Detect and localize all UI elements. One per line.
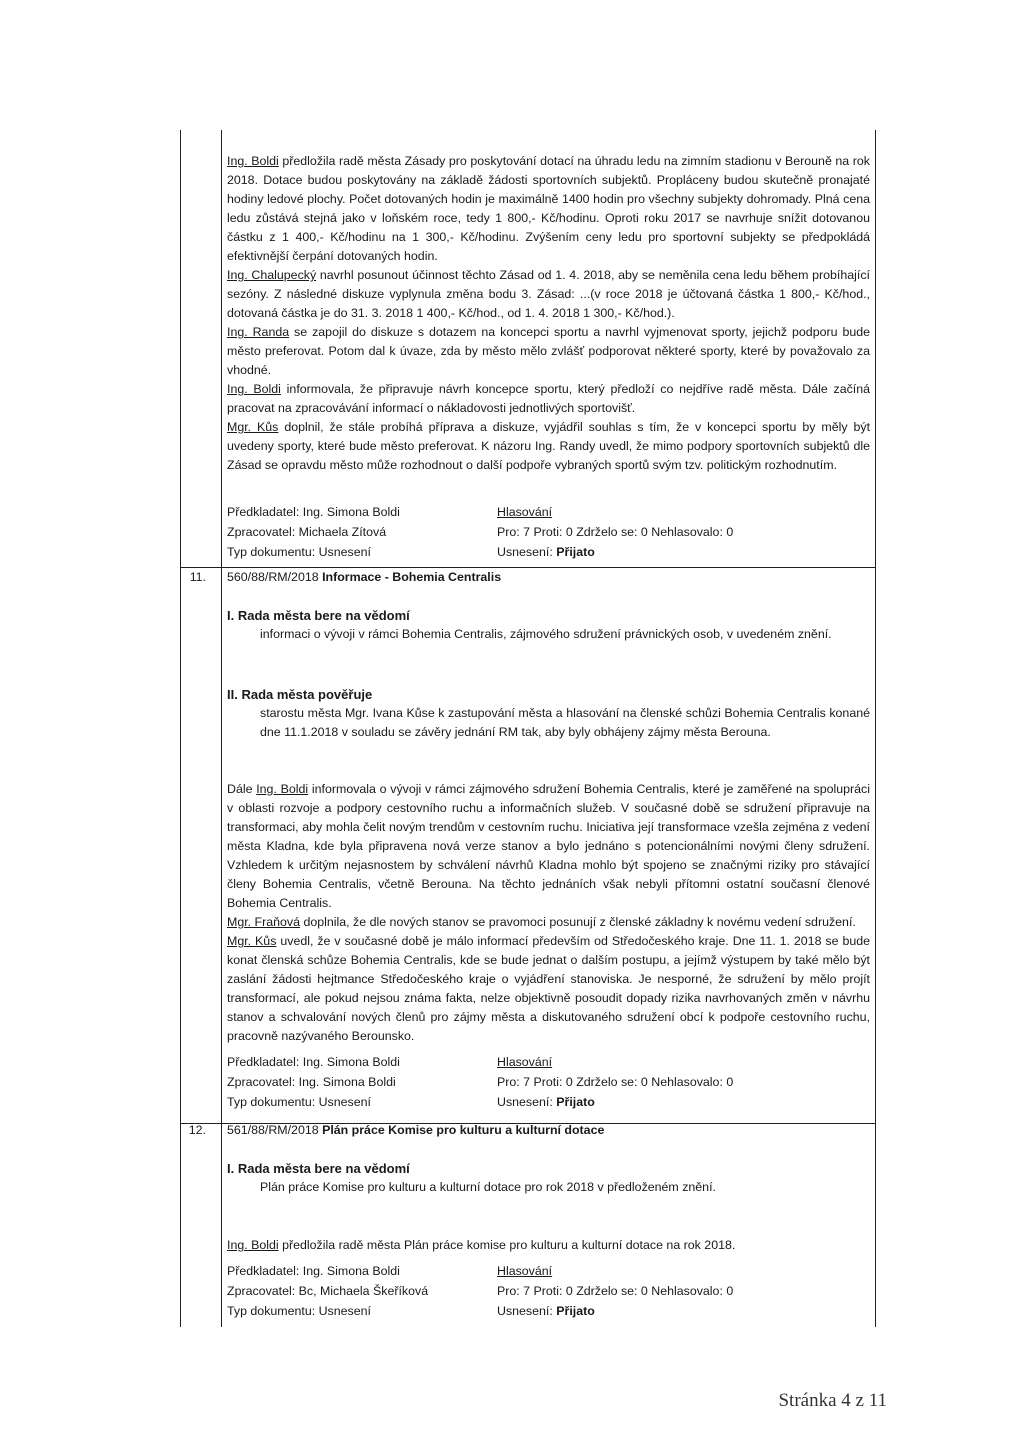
item10-paragraph-2 [227,266,870,323]
speaker-name: Ing. Boldi [227,154,279,168]
item12-number: 12. [188,1123,206,1137]
resolution-heading: I. Rada města bere na vědomí [227,608,410,623]
paragraph-text: předložila radě města Plán práce komise pro kulturu a kulturní dotace na rok 2018. [278,1238,736,1252]
item11-resolution-1 [227,606,870,644]
zpracovatel: Zpracovatel: Michaela Zítová [227,525,387,539]
resolution-label: Usnesení: [497,1304,557,1318]
speaker-name: Ing. Boldi [227,382,281,396]
resolution-code: 560/88/RM/2018 [227,570,323,584]
table-right-border [875,130,876,1327]
item10-paragraph-5 [227,418,870,475]
item11-title-line [227,568,501,587]
resolution-status [497,1092,787,1112]
resolution-value: Přijato [556,1304,595,1318]
item10-paragraph-1 [227,152,870,266]
paragraph-text: informovala o vývoji v rámci zájmového sdružení Bohemia Centralis, které je zaměřené na spolupráci v oblasti rozvoje a podpory cestovního ruchu a informačních služeb. V současné době se sdružení připravuje na transformaci, aby mohla čelit novým trendům v cestovním ruchu. Iniciativa její transformace vzešla zejména z vedení města Kladna, kde byla připravena nová verze stanov a bylo jednáno s potencionálními novými členy sdružení. Vzhledem k určitým nejasnostem by schválení návrhů Kladna mohlo být spojeno se značnými riziky pro stávající členy Bohemia Centralis, včetně Berouna. Na těchto jednáních však nebyli přítomni ostatní současní členové Bohemia Centralis. [227,782,870,910]
resolution-heading: I. Rada města bere na vědomí [227,1161,410,1176]
paragraph-text: předložila radě města Zásady pro poskytování dotací na úhradu ledu na zimním stadionu v Berouně na rok 2018. Dotace budou poskytovány na základě žádosti sportovních subjektů. Propláceny budou skutečně pronajaté hodiny ledové plochy. Počet dotovaných hodin je maximálně 1400 hodin pro všechny subjekty dohromady. Plná cena ledu zůstává stejná jako v loňském roce, tedy 1 800,- Kč/hodinu. Oproti roku 2017 se navrhuje snížit dotovanou částku z 1 400,- Kč/hodinu na 1 300,- Kč/hodinu. Zvýšením ceny ledu pro sportovní subjekty se předpokládá efektivnější čerpání dotovaných hodin. [227,154,870,263]
table-left-border [180,130,181,1327]
item10-paragraph-4 [227,380,870,418]
item12-discussion [227,1236,870,1255]
hlasovani-heading: Hlasování [497,505,553,519]
item10-metadata [227,502,787,562]
paragraph-text: navrhl posunout účinnost těchto Zásad od 1. 4. 2018, aby se neměnila cena ledu během probíhající sezóny. Z následné diskuze vyplynula změna bodu 3. Zásad: ...(v roce 2018 je účtovaná částka 1 800,- Kč/hod., dotovaná částka je do 31. 3. 2018 1 400,- Kč/hod., od 1. 4. 2018 1 300,- Kč/hod.). [227,268,870,320]
paragraph-text: informovala, že připravuje návrh koncepce sportu, který předloží co nejdříve radě města. Dále začíná pracovat na zpracovávání informací o nákladovosti jednotlivých sportovišť. [227,382,870,415]
paragraph-text: doplnil, že stále probíhá příprava a diskuze, vyjádřil souhlas s tím, že v koncepci sportu by měly být uvedeny sporty, které bude město preferovat. K názoru Ing. Randy uvedl, že mimo podpory sportovních subjektů dle Zásad se opravdu město může rozhodnout o další podpoře vybraných sportů svým tzv. politickým rozhodnutím. [227,420,871,472]
zpracovatel: Zpracovatel: Ing. Simona Boldi [227,1075,396,1089]
speaker-name: Mgr. Fraňová [227,915,300,929]
item10-paragraph-3 [227,323,870,380]
speaker-name: Mgr. Kůs [227,420,279,434]
predkladatel: Předkladatel: Ing. Simona Boldi [227,1264,400,1278]
speaker-name: Ing. Boldi [256,782,309,796]
document-type: Typ dokumentu: Usnesení [227,1095,371,1109]
resolution-label: Usnesení: [497,545,557,559]
paragraph-text: doplnila, že dle nových stanov se pravomoci posunují z členské základny k novému vedení sdružení. [300,915,856,929]
predkladatel: Předkladatel: Ing. Simona Boldi [227,505,400,519]
resolution-text: Plán práce Komise pro kulturu a kulturní dotace pro rok 2018 v předloženém znění. [260,1180,716,1194]
hlasovani-heading: Hlasování [497,1055,553,1069]
predkladatel: Předkladatel: Ing. Simona Boldi [227,1055,400,1069]
document-type: Typ dokumentu: Usnesení [227,1304,371,1318]
item12-title-line [227,1121,604,1140]
speaker-name: Ing. Chalupecký [227,268,317,282]
zpracovatel: Zpracovatel: Bc, Michaela Škeříková [227,1284,429,1298]
item11-paragraph-3 [227,932,870,1046]
resolution-status [497,542,787,562]
item-title: Plán práce Komise pro kulturu a kulturní dotace [322,1123,605,1137]
item11-paragraph-2 [227,913,870,932]
item11-number: 11. [189,570,206,584]
paragraph-prefix: Dále [227,782,257,796]
vote-result: Pro: 7 Proti: 0 Zdrželo se: 0 Nehlasovalo: 0 [497,525,734,539]
resolution-value: Přijato [556,1095,595,1109]
item11-paragraph-1 [227,780,870,913]
vote-result: Pro: 7 Proti: 0 Zdrželo se: 0 Nehlasovalo: 0 [497,1284,734,1298]
item-title: Informace - Bohemia Centralis [322,570,502,584]
resolution-heading: II. Rada města pověřuje [227,687,373,702]
resolution-value: Přijato [556,545,595,559]
speaker-name: Ing. Boldi [227,1238,279,1252]
paragraph-text: se zapojil do diskuze s dotazem na koncepci sportu a navrhl vyjmenovat sporty, jejichž podporu bude město preferovat. Potom dal k úvaze, zda by město mělo zvlášť podporovat některé sporty, které by považovalo za vhodné. [227,325,871,377]
resolution-text: informaci o vývoji v rámci Bohemia Centralis, zájmového sdružení právnických osob, v uvedeném znění. [260,627,832,641]
speaker-name: Ing. Randa [227,325,290,339]
item12-resolution-1 [227,1159,870,1197]
document-type: Typ dokumentu: Usnesení [227,545,371,559]
item12-metadata [227,1261,787,1321]
item11-discussion [227,780,870,1046]
speaker-name: Mgr. Kůs [227,934,277,948]
table-column-divider [221,130,222,1327]
resolution-label: Usnesení: [497,1095,557,1109]
item12-paragraph-1 [227,1236,870,1255]
item11-resolution-2 [227,685,870,742]
page-number: Stránka 4 z 11 [778,1390,887,1411]
paragraph-text: uvedl, že v současné době je málo informací především od Středočeského kraje. Dne 11. 1. 2018 se bude konat členská schůze Bohemia Centralis, kde se bude jednat o dalším postupu, a jejímž výstupem by také mělo být zaslání žádosti hejtmance Středočeského kraje o vyjádření stanoviska. Je nesporné, že sdružení by mělo projít transformací, ale pokud nejsou známa fakta, nelze objektivně posoudit dopady rizika navrhovaných změn v návrhu stanov a schvalování nových členů pro zájmy města a diskutovaného sdružení obcí k podpoře cestovního ruchu, pracovně nazývaného Berounsko. [227,934,871,1043]
vote-result: Pro: 7 Proti: 0 Zdrželo se: 0 Nehlasovalo: 0 [497,1075,734,1089]
resolution-text: starostu města Mgr. Ivana Kůse k zastupování města a hlasování na členské schůzi Bohemia Centralis konané dne 11.1.2018 v souladu se závěry jednání RM tak, aby byly obhájeny zájmy města Berouna. [260,706,870,739]
hlasovani-heading: Hlasování [497,1264,553,1278]
resolution-code: 561/88/RM/2018 [227,1123,323,1137]
resolution-status [497,1301,787,1321]
item10-discussion [227,152,870,475]
item11-metadata [227,1052,787,1112]
